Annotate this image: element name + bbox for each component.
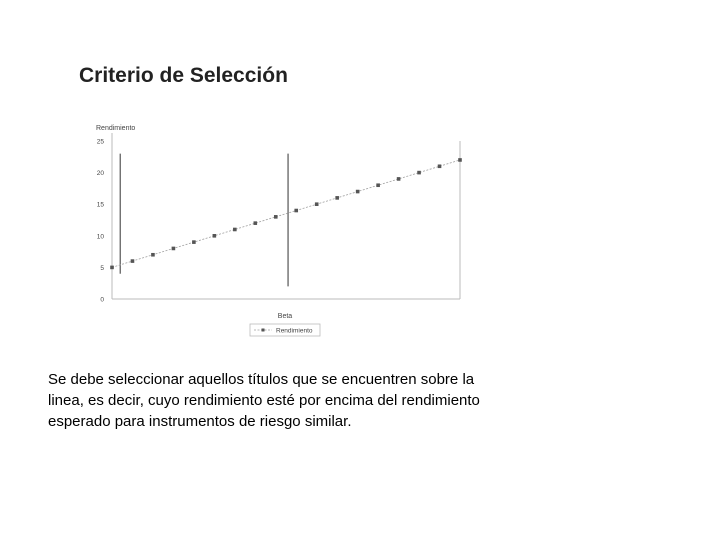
y-tick-label: 10 [96,233,104,241]
y-axis-label: Rendimiento [96,125,136,132]
body-line: linea, es decir, cuyo rendimiento esté por encima del rendimiento [48,392,480,409]
data-point [253,221,257,225]
y-tick-label: 15 [96,201,104,209]
legend-label: Rendimiento [276,327,313,335]
body-text [48,369,568,432]
data-point [172,247,176,251]
data-point [131,259,135,263]
data-point [356,190,360,194]
y-tick-label: 5 [100,264,104,272]
data-point [458,158,462,162]
data-point [376,183,380,187]
chart [88,118,468,343]
body-line: esperado para instrumentos de riesgo similar. [48,413,352,430]
data-point [438,164,442,168]
y-tick-label: 0 [100,296,104,304]
data-point [335,196,339,200]
x-axis-label: Beta [277,313,293,320]
legend-marker [262,329,265,332]
y-tick-label: 20 [96,170,104,178]
y-tick-label: 25 [96,138,104,146]
chart-svg [88,118,468,343]
data-point [417,171,421,175]
slide-title: Criterio de Selección [79,64,288,87]
data-point [294,209,298,213]
data-point [274,215,278,219]
data-point [213,234,217,238]
body-line: Se debe seleccionar aquellos títulos que se encuentren sobre la [48,371,475,388]
data-point [110,266,114,270]
data-point [151,253,155,257]
data-point [192,240,196,244]
data-point [315,202,319,206]
data-point [233,228,237,232]
trend-line [112,160,460,267]
data-point [397,177,401,181]
chart-legend [250,324,320,336]
